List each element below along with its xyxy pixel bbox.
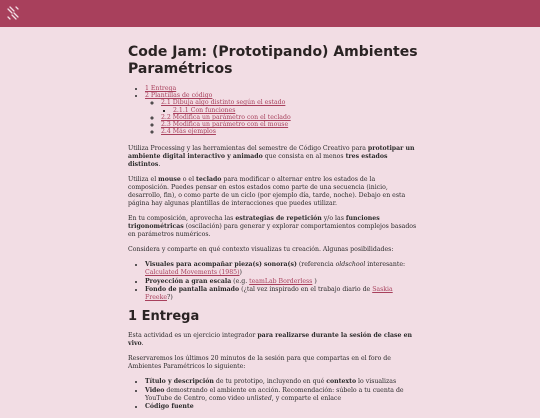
main-content xyxy=(128,44,418,418)
page-title: Code Jam: (Prototipando) Ambientes Paramétricos xyxy=(128,44,418,77)
intro-paragraph: Utiliza Processing y las herramientas del semestre de Código Creativo para prototipar un ambiente digital interactivo y animado que consista en al menos tres estados distintos. xyxy=(128,145,415,169)
toc-item xyxy=(161,114,418,121)
list-item: • Video demostrando el ambiente en acción. Recomendación: súbelo a tu cuenta de YouTube de Centro, como video unlisted, y comparte el enlace xyxy=(145,387,418,403)
strategies-paragraph: En tu composición, aprovecha las estrategias de repetición y/o las funciones trigonométricas (oscilación) para generar y explorar comportamientos complejos basados en parámetros numéricos. xyxy=(128,215,417,239)
list-item: • Fondo de pantalla animado (¿tal vez inspirado en el trabajo diario de Saskia Freeke?) xyxy=(145,286,418,302)
toc-item xyxy=(161,99,418,113)
list-item: • Proyección a gran escala (e.g. teamLab Borderless ) xyxy=(145,278,418,286)
section-heading-entrega: 1 Entrega xyxy=(128,309,200,325)
list-item: • Visuales para acompañar pieza(s) sonora(s) (referencia oldschool interesante: Calculated Movements (1985)) xyxy=(145,261,418,277)
toc-link-funciones[interactable]: 2.1.1 Con funciones xyxy=(173,106,236,114)
entrega-paragraph: Esta actividad es un ejercicio integrador para realizarse durante la sesión de clase en vivo. xyxy=(128,332,413,348)
saskia-freeke-link[interactable]: Saskia Freeke xyxy=(145,286,393,302)
toc-item xyxy=(161,128,418,135)
toc-item xyxy=(173,107,418,114)
toc-link-mouse[interactable]: 2.3 Modifica un parámetro con el mouse xyxy=(161,121,289,129)
deliverables-list xyxy=(128,378,418,411)
toc-link-dibuja[interactable]: 2.1 Dibuja algo distinto según el estado xyxy=(161,99,286,107)
teamlab-link[interactable]: teamLab Borderless xyxy=(249,277,313,285)
possibilities-list xyxy=(128,261,418,302)
toc-item xyxy=(161,121,418,128)
interaction-paragraph: Utiliza el mouse o el teclado para modificar o alternar entre los estados de la composición. Puedes pensar en estos estados como parte de una secuencia (inicio, desarrollo, fin), o como parte de un ciclo (por ejemplo día, tarde, noche). Debajo en esta página hay algunas plantillas de interacciones que puedes utilizar. xyxy=(128,176,406,208)
toc-item xyxy=(145,92,418,135)
sketch-logo-icon[interactable] xyxy=(6,6,20,20)
top-bar xyxy=(0,0,540,27)
toc-link-ejemplos[interactable]: 2.4 Más ejemplos xyxy=(161,128,216,136)
context-paragraph: Considera y comparte en qué contexto visualizas tu creación. Algunas posibilidades: xyxy=(128,246,394,254)
toc-link-plantillas[interactable]: 2 Plantillas de código xyxy=(145,92,213,100)
list-item: • Título y descripción de tu prototipo, incluyendo en qué contexto lo visualizas xyxy=(145,378,418,386)
toc-link-entrega[interactable]: 1 Entrega xyxy=(145,85,177,92)
toc-link-teclado[interactable]: 2.2 Modifica un parámetro con el teclado xyxy=(161,113,291,121)
calculated-movements-link[interactable]: Calculated Movements (1985) xyxy=(145,269,240,277)
toc-item xyxy=(145,85,418,92)
table-of-contents xyxy=(128,85,418,135)
list-item: • Código fuente xyxy=(145,403,418,411)
share-paragraph: Reservaremos los últimos 20 minutos de la sesión para que compartas en el foro de Ambientes Paramétricos lo siguiente: xyxy=(128,355,391,371)
